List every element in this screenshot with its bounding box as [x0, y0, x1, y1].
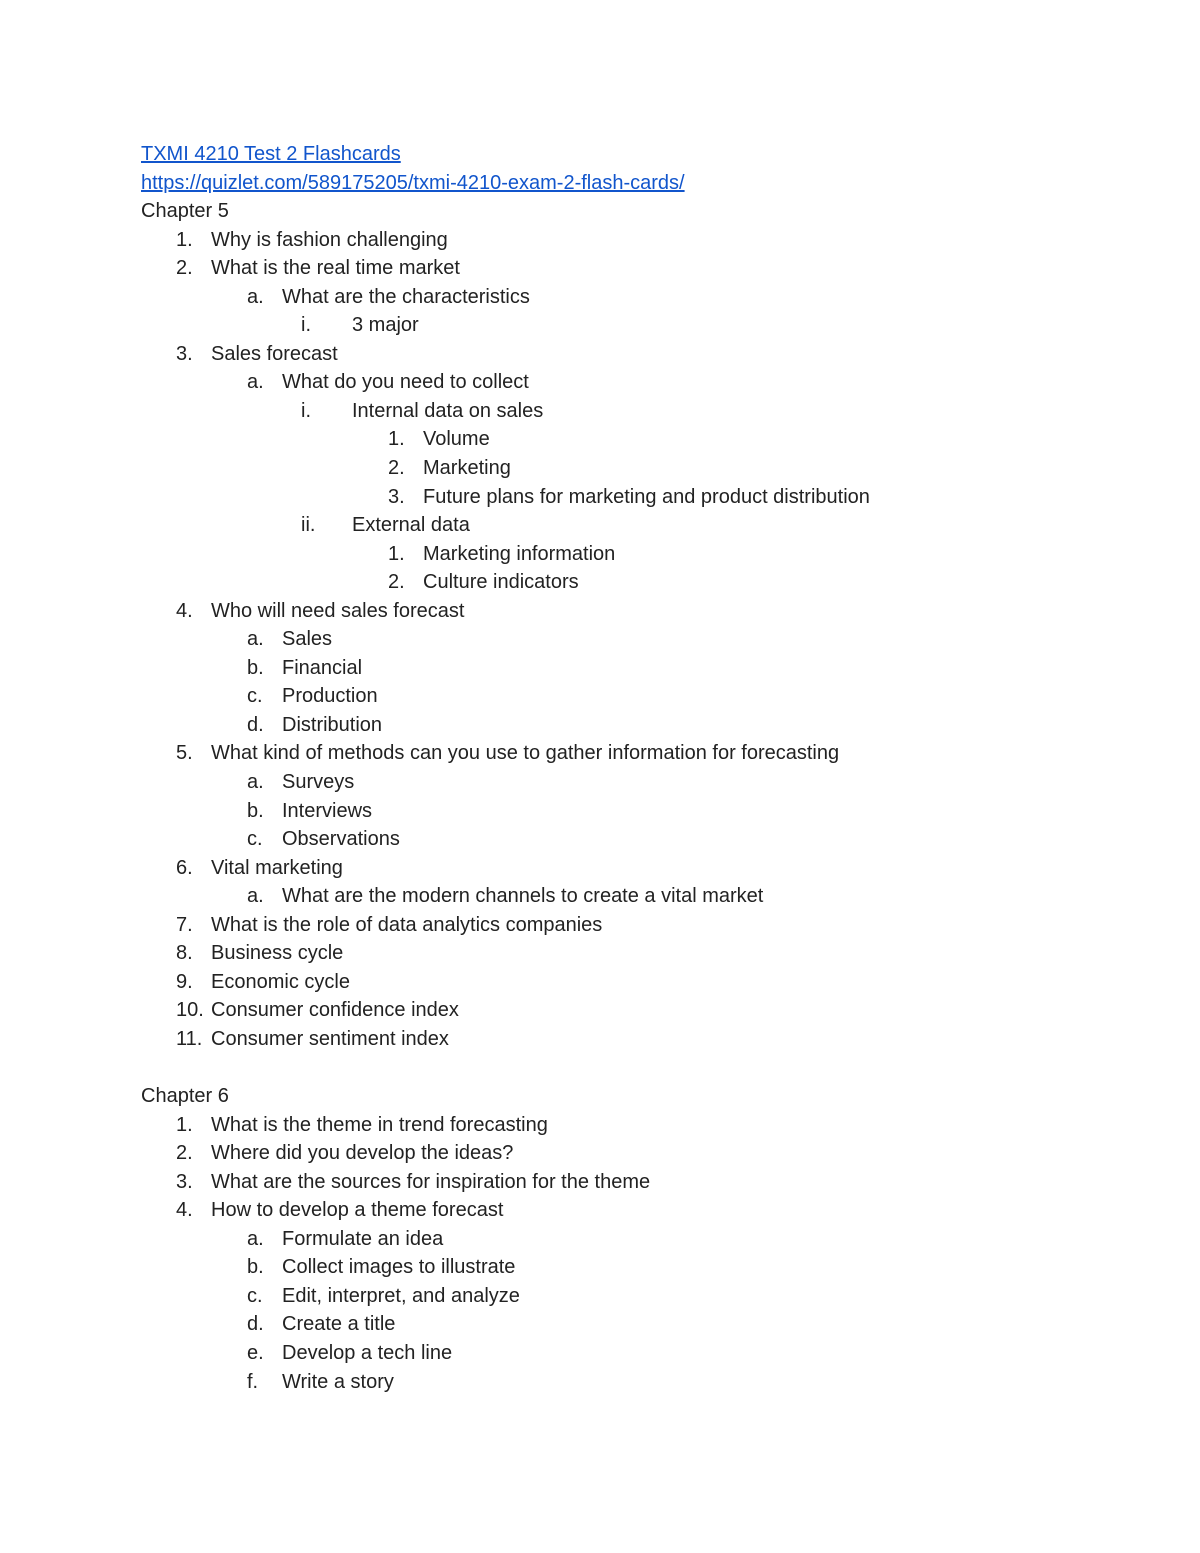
list-marker: 2. [176, 257, 193, 280]
list-marker: 2. [388, 457, 405, 480]
list-item [141, 882, 1141, 911]
chapter-heading: Chapter 6 [141, 1085, 229, 1108]
list-item [141, 1168, 1141, 1197]
list-item-text: What are the sources for inspiration for the theme [211, 1170, 651, 1193]
list-marker: 1. [176, 1113, 193, 1136]
list-item [141, 968, 1141, 997]
list-item-text: Economic cycle [211, 970, 350, 993]
list-item-text: What kind of methods can you use to gather information for forecasting [211, 742, 840, 765]
list-item-text: Business cycle [211, 942, 344, 965]
list-item-text: How to develop a theme forecast [211, 1199, 504, 1222]
list-item-text: Culture indicators [423, 571, 579, 594]
list-item-text: Consumer sentiment index [211, 1027, 449, 1050]
list-item [141, 825, 1141, 854]
document-body [141, 140, 1141, 1396]
quizlet-url-link[interactable]: https://quizlet.com/589175205/txmi-4210-exam-2-flash-cards/ [141, 171, 685, 194]
list-item-text: What is the real time market [211, 257, 460, 280]
list-marker: i. [301, 314, 311, 337]
list-marker: ii. [301, 514, 316, 537]
list-marker: b. [247, 656, 264, 679]
list-marker: 4. [176, 599, 193, 622]
list-item [141, 368, 1141, 397]
list-item [141, 1196, 1141, 1225]
list-marker: 5. [176, 742, 193, 765]
list-item [141, 1111, 1141, 1140]
list-marker: a. [247, 285, 264, 308]
list-item-text: Future plans for marketing and product distribution [423, 485, 870, 508]
list-item-text: Why is fashion challenging [211, 228, 448, 251]
list-item-text: Distribution [282, 713, 383, 736]
list-item [141, 1282, 1141, 1311]
list-marker: 2. [388, 571, 405, 594]
list-item [141, 254, 1141, 283]
list-item-text: Sales [282, 628, 333, 651]
list-item [141, 283, 1141, 312]
list-item-text: What is the theme in trend forecasting [211, 1113, 548, 1136]
list-marker: d. [247, 713, 264, 736]
list-item [141, 1225, 1141, 1254]
list-marker: e. [247, 1341, 264, 1364]
document-title-line [141, 140, 1141, 169]
list-marker: 3. [176, 1170, 193, 1193]
list-item [141, 540, 1141, 569]
list-item-text: Consumer confidence index [211, 999, 459, 1022]
list-item [141, 939, 1141, 968]
list-item-text: Collect images to illustrate [282, 1256, 516, 1279]
list-item-text: 3 major [352, 314, 419, 337]
list-item-text: Vital marketing [211, 856, 343, 879]
list-item [141, 1368, 1141, 1397]
list-item [141, 654, 1141, 683]
list-item [141, 1339, 1141, 1368]
list-item [141, 768, 1141, 797]
list-item-text: Production [282, 685, 378, 708]
chapter-heading: Chapter 5 [141, 200, 229, 223]
list-item-text: Observations [282, 828, 400, 851]
list-item [141, 454, 1141, 483]
list-marker: c. [247, 1284, 263, 1307]
list-marker: 3. [176, 342, 193, 365]
list-item [141, 625, 1141, 654]
list-marker: 1. [176, 228, 193, 251]
list-marker: 6. [176, 856, 193, 879]
list-item-text: Volume [423, 428, 490, 451]
list-item-text: Formulate an idea [282, 1227, 444, 1250]
list-item-text: Edit, interpret, and analyze [282, 1284, 520, 1307]
list-item-text: Write a story [282, 1370, 394, 1393]
list-item-text: Marketing [423, 457, 511, 480]
list-marker: 10. [176, 999, 204, 1022]
list-marker: c. [247, 828, 263, 851]
list-item-text: Who will need sales forecast [211, 599, 465, 622]
sections-container [141, 197, 1141, 1396]
list-item-text: Internal data on sales [352, 399, 544, 422]
list-item-text: Interviews [282, 799, 373, 822]
list-item [141, 1310, 1141, 1339]
list-marker: a. [247, 371, 264, 394]
list-item [141, 311, 1141, 340]
list-item [141, 996, 1141, 1025]
list-marker: b. [247, 1256, 264, 1279]
list-item [141, 911, 1141, 940]
list-item-text: Financial [282, 656, 363, 679]
list-item [141, 597, 1141, 626]
list-marker: c. [247, 685, 263, 708]
list-item [141, 568, 1141, 597]
list-marker: 8. [176, 942, 193, 965]
list-item-text: Where did you develop the ideas? [211, 1142, 514, 1165]
list-marker: 11. [176, 1027, 203, 1050]
list-marker: d. [247, 1313, 264, 1336]
list-item [141, 1025, 1141, 1054]
list-item [141, 425, 1141, 454]
list-marker: 2. [176, 1142, 193, 1165]
list-marker: 3. [388, 485, 405, 508]
list-marker: a. [247, 885, 264, 908]
list-item [141, 397, 1141, 426]
list-item [141, 1253, 1141, 1282]
list-item [141, 711, 1141, 740]
title-link[interactable]: TXMI 4210 Test 2 Flashcards [141, 143, 401, 165]
list-item [141, 739, 1141, 768]
list-marker: f. [247, 1370, 259, 1393]
list-marker: 4. [176, 1199, 193, 1222]
list-item [141, 797, 1141, 826]
list-marker: 9. [176, 970, 193, 993]
list-item-text: Sales forecast [211, 342, 338, 365]
blank-line [141, 1054, 1141, 1083]
list-marker: a. [247, 628, 264, 651]
list-item [141, 511, 1141, 540]
list-marker: a. [247, 1227, 264, 1250]
list-marker: 7. [176, 913, 193, 936]
list-marker: a. [247, 771, 264, 794]
list-item-text: What are the modern channels to create a vital market [282, 885, 764, 908]
list-item-text: What are the characteristics [282, 285, 530, 308]
list-item [141, 483, 1141, 512]
list-item [141, 226, 1141, 255]
list-item-text: What is the role of data analytics companies [211, 913, 603, 936]
list-item [141, 682, 1141, 711]
list-item-text: Marketing information [423, 542, 616, 565]
list-item-text: Create a title [282, 1313, 396, 1336]
list-marker: 1. [388, 428, 405, 451]
list-item-text: What do you need to collect [282, 371, 529, 394]
list-item [141, 854, 1141, 883]
list-item-text: Develop a tech line [282, 1341, 453, 1364]
list-item-text: External data [352, 514, 470, 537]
list-item [141, 340, 1141, 369]
list-marker: 1. [388, 542, 405, 565]
url-line [141, 169, 1141, 198]
list-marker: i. [301, 399, 311, 422]
list-marker: b. [247, 799, 264, 822]
list-item [141, 1139, 1141, 1168]
list-item-text: Surveys [282, 771, 355, 794]
